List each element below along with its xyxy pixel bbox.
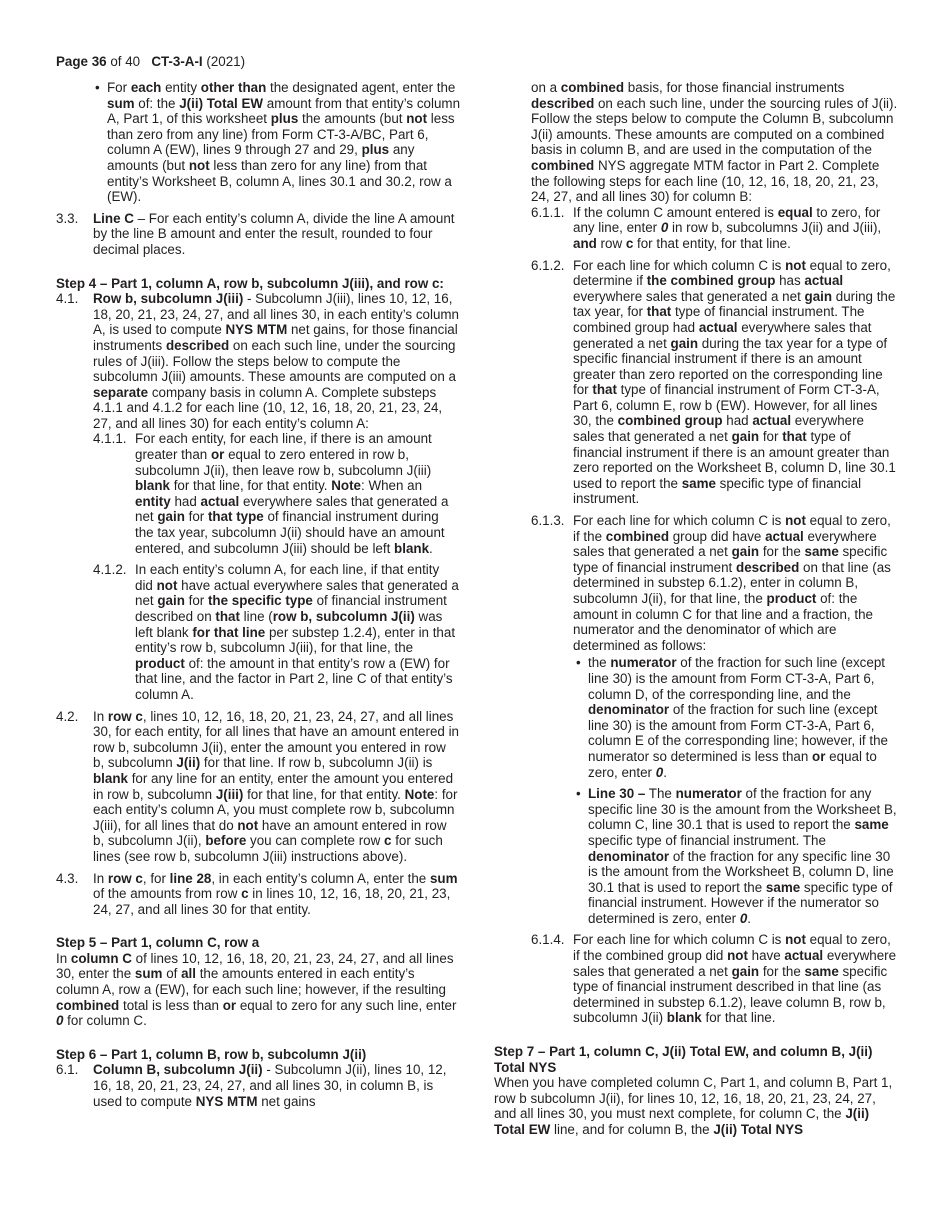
emphasis-text: not — [188, 157, 210, 173]
step-text — [93, 211, 460, 258]
step-number: 4.2. — [56, 708, 79, 724]
step-text — [93, 1062, 460, 1109]
emphasis-text: the specific type — [207, 593, 313, 609]
emphasis-text: combined — [605, 528, 670, 544]
body-text: for the — [759, 544, 805, 560]
body-text: for that entity, for that line. — [633, 235, 791, 251]
emphasis-text: product — [766, 591, 817, 606]
emphasis-text: J(ii) Total EW — [494, 1106, 870, 1137]
body-text: in row b, subcolumns J(ii) and J(iii), — [668, 220, 882, 236]
emphasis-text: denominator — [588, 848, 670, 864]
body-text: for column C. — [63, 1013, 147, 1029]
emphasis-text: row b, subcolumn J(ii) — [272, 609, 415, 624]
step-text — [573, 205, 898, 252]
body-text: of lines 10, 12, 16, 18, 20, 21, 23, 24, 27, and all lines 30, enter the — [56, 950, 454, 982]
body-text: of the amounts from row — [93, 886, 242, 902]
body-text: equal to zero, if the — [573, 513, 891, 544]
emphasis-text: numerator — [610, 655, 677, 671]
emphasis-text: each — [130, 80, 162, 95]
body-text: The — [645, 786, 676, 802]
body-text: less than zero from any line) from Form CT-3-A/BC, Part 6, column A (EW), lines 9 through 27 and 29, — [107, 111, 455, 158]
step-5-text — [56, 951, 460, 1029]
emphasis-text: separate — [93, 384, 149, 400]
body-text: , lines 10, 12, 16, 18, 20, 21, 23, 24, 27, and all lines 30, for each entity, for all lines that have an amount entered in row b, subcolumn J(ii), enter the amount you entered in row b, subcolumn — [93, 708, 459, 771]
body-text: - Subcolumn J(ii), lines 10, 12, 16, 18, 20, 21, 23, 24, 27, and all lines 30, in column B, is used to compute — [93, 1062, 447, 1109]
emphasis-text: and — [573, 235, 597, 251]
body-text: have an amount entered in row b, subcolumn J(ii), — [93, 817, 447, 849]
step-4-heading: Step 4 – Part 1, column A, row b, subcolumn J(iii), and row c: — [56, 275, 444, 291]
body-text: For each line for which column C is — [573, 932, 786, 948]
emphasis-text: gain — [157, 593, 185, 609]
body-text: type of financial instrument of Form CT-3-A, Part 6, column E, row b (EW). However, for all lines 30, the — [573, 382, 880, 429]
step-4-2 — [56, 709, 460, 865]
emphasis-text: same — [804, 544, 839, 560]
step-number: 4.3. — [56, 870, 79, 886]
step-3-3 — [56, 211, 460, 258]
bullet-other-entities — [92, 80, 460, 205]
page-number: Page 36 — [56, 54, 107, 69]
body-text: on a — [531, 80, 561, 95]
emphasis-text: gain — [731, 963, 760, 979]
body-text: of financial instrument described on — [135, 593, 447, 624]
emphasis-text: sum — [429, 870, 458, 886]
emphasis-text: J(ii) — [176, 755, 201, 771]
body-text: have — [747, 948, 785, 964]
body-text: to zero, for any line, enter — [573, 204, 881, 236]
step-4-1-1 — [93, 431, 460, 556]
step-text — [135, 562, 460, 702]
body-text: : When an — [361, 478, 423, 494]
body-text: type of financial instrument if there is an amount greater than zero reported on the Worksheet B, column D, line 30.1 used to report the — [573, 429, 896, 491]
emphasis-text: other than — [200, 80, 267, 95]
emphasis-text: actual — [698, 319, 738, 335]
body-text: . — [747, 910, 752, 926]
emphasis-text: same — [765, 879, 801, 895]
emphasis-text: J(ii) Total NYS — [713, 1122, 804, 1137]
emphasis-text: equal — [777, 204, 813, 220]
emphasis-text: gain — [731, 429, 760, 445]
emphasis-text: not — [156, 577, 178, 593]
emphasis-text: NYS MTM — [225, 322, 288, 338]
emphasis-text: product — [135, 655, 185, 671]
emphasis-text: described — [165, 337, 230, 353]
emphasis-text: c — [625, 235, 634, 251]
step-number: 4.1. — [56, 291, 79, 307]
body-text: of the fraction for any specific line 30 is the amount from the Worksheet B, column C, line 30.1 that is used to report the — [588, 786, 897, 833]
emphasis-text: not — [406, 111, 428, 127]
emphasis-text: Note — [331, 478, 362, 494]
step-number: 4.1.1. — [93, 431, 127, 447]
emphasis-text: that — [592, 382, 617, 398]
body-text: When you have completed column C, Part 1, and column B, Part 1, row b subcolumn J(ii), for lines 10, 12, 16, 18, 20, 21, 23, 24, 27, and all lines 30, you must next complete, for column C, the — [494, 1075, 893, 1122]
step-text — [93, 291, 460, 431]
emphasis-text: not — [785, 932, 806, 948]
emphasis-text: numerator — [675, 786, 742, 802]
body-text: – For each entity’s column A, divide the line A amount by the line B amount and enter the result, rounded to four decimal places. — [93, 210, 455, 257]
step-number: 6.1.4. — [531, 932, 565, 948]
body-text: line ( — [239, 609, 273, 624]
emphasis-text: J(ii) Total EW — [179, 95, 264, 111]
body-text: for that line, for that entity. — [169, 478, 332, 494]
body-text: has — [775, 273, 805, 289]
body-text: total is less than — [119, 997, 223, 1013]
body-text: row — [596, 235, 626, 251]
emphasis-text: blank — [666, 1010, 702, 1026]
emphasis-text: plus — [361, 142, 390, 158]
body-text: equal to zero, enter — [588, 748, 877, 780]
body-text: net gains, for those financial instruments — [93, 322, 458, 353]
emphasis-text: row c — [107, 870, 143, 886]
body-text: everywhere sales that generated a net — [573, 413, 864, 445]
page-total: of 40 — [106, 54, 141, 69]
step-6-1-3 — [531, 513, 898, 653]
body-text: less than zero for any line) from that entity’s Worksheet B, column A, lines 30.1 and 30.2, row a (EW). — [107, 157, 452, 205]
emphasis-text: actual — [752, 413, 792, 429]
bullet-line-30 — [573, 786, 898, 926]
emphasis-text: blank — [93, 770, 128, 786]
form-year: (2021) — [202, 54, 246, 69]
body-text: type of financial instrument. The combined group had — [573, 304, 865, 335]
step-4-1-2 — [93, 562, 460, 702]
emphasis-text: described — [531, 95, 595, 111]
emphasis-text: 0 — [56, 1013, 64, 1029]
body-text: the designated agent, enter the — [266, 80, 456, 95]
emphasis-text: not — [237, 817, 259, 833]
step-number: 3.3. — [56, 210, 79, 226]
body-text: line, and for column B, the — [550, 1122, 714, 1137]
body-text: specific type of financial instrument. — [573, 475, 862, 507]
body-text: for — [184, 509, 208, 525]
step-7-heading: Step 7 – Part 1, column C, J(ii) Total EW, and column B, J(ii) Total NYS — [494, 1044, 873, 1075]
emphasis-text: gain — [157, 509, 185, 525]
body-text: amount from that entity’s column A, Part 1, of this worksheet — [107, 95, 461, 127]
body-text: : for each entity’s column A, you must complete row b, subcolumn J(iii), for all lines that do — [93, 786, 458, 833]
body-text: NYS aggregate MTM factor in Part 2. Complete the following steps for each line (10, 12, 16, 18, 20, 21, 23, 24, 27, and all lines 30) for column B: — [531, 157, 880, 205]
form-number: CT-3-A-I — [151, 54, 203, 69]
body-text: basis, for those financial instruments — [624, 80, 845, 95]
body-text: per substep 1.2.4), enter in that entity’s row b, subcolumn J(iii), for that line, the — [135, 624, 456, 656]
body-text: everywhere sales that generated a net — [135, 493, 449, 525]
step-4-3 — [56, 871, 460, 918]
body-text: For each line for which column C is — [573, 257, 786, 273]
emphasis-text: sum — [107, 95, 135, 111]
emphasis-text: denominator — [588, 702, 670, 718]
step-4-1 — [56, 291, 460, 431]
body-text: In each entity’s column A, for each line, if that entity did — [135, 562, 440, 593]
body-text: on each such line, under the sourcing rules of J(ii). Follow the steps below to compute the Column B, subcolumn J(ii) amounts. These amounts are computed on a combined basis in column B, and are used in the computation of the — [531, 95, 898, 158]
body-text: . — [663, 764, 667, 780]
body-text: everywhere sales that generated a net — [573, 288, 805, 304]
emphasis-text: actual — [784, 948, 824, 964]
emphasis-text: or — [210, 447, 225, 463]
body-text: for any line for an entity, enter the amount you entered in row b, subcolumn — [93, 770, 454, 802]
body-text: have actual everywhere sales that generated a net — [135, 577, 459, 609]
body-text: for that line. — [701, 1010, 776, 1026]
body-text: of — [162, 966, 182, 982]
emphasis-text: that — [782, 429, 807, 445]
body-text: , in each entity’s column A, enter the — [211, 870, 430, 886]
emphasis-text: or — [812, 748, 826, 764]
emphasis-text: gain — [804, 288, 833, 304]
body-text: of the fraction for such line (except line 30) is the amount from Form CT-3-A, Part 6, column E of the corresponding line; however, if the numerator so determined is less than — [588, 702, 888, 764]
body-text: the amounts (but — [298, 111, 407, 127]
body-text: had — [722, 413, 753, 429]
right-column — [494, 80, 898, 1138]
body-text: specific type of financial instrument. However if the numerator so determined is zero, enter — [588, 879, 893, 926]
body-text: For — [107, 80, 131, 95]
body-text: of the fraction for such line (except line 30) is the amount from Form CT-3-A, Part 6, column D, of the corresponding line, and the — [588, 655, 885, 702]
body-text: had — [170, 493, 201, 509]
emphasis-text: Note — [404, 786, 435, 802]
body-text: the — [588, 655, 611, 671]
emphasis-text: c — [241, 886, 249, 902]
emphasis-text: described — [736, 559, 800, 575]
body-text: - Subcolumn J(iii), lines 10, 12, 16, 18, 20, 21, 23, 24, 27, and all lines 30, in each entity’s column A, is used to compute — [93, 291, 460, 338]
body-text: In — [56, 950, 71, 966]
emphasis-text: NYS MTM — [195, 1093, 258, 1109]
page-header — [56, 54, 245, 70]
body-text: everywhere sales that generated a net — [573, 948, 897, 979]
emphasis-text: 0 — [660, 220, 669, 236]
step-number: 4.1.2. — [93, 562, 127, 578]
emphasis-text: gain — [670, 335, 699, 351]
body-text: If the column C amount entered is — [573, 204, 778, 220]
body-text: For each line for which column C is — [573, 513, 786, 529]
emphasis-text: blank — [135, 478, 170, 494]
body-text: during the tax year, for — [573, 288, 896, 320]
body-text: equal to zero, determine if — [573, 257, 891, 289]
body-text: company basis in column A. Complete substeps 4.1.1 and 4.1.2 for each line (10, 12, 16, 18, 20, 21, 23, 24, 27, and all lines 30) for each entity’s column A: — [93, 384, 443, 431]
emphasis-text: not — [785, 257, 806, 273]
emphasis-text: sum — [134, 966, 163, 982]
emphasis-text: before — [205, 833, 247, 849]
emphasis-text: combined — [56, 997, 120, 1013]
step-text — [573, 513, 898, 653]
emphasis-text: 0 — [655, 764, 664, 780]
emphasis-text: gain — [731, 544, 760, 560]
body-text: of: the — [134, 95, 180, 111]
emphasis-text: for that line — [192, 624, 266, 640]
body-text: of: the amount in that entity’s row a (EW) for that line, and the factor in Part 2, line C of that entity’s column A. — [135, 655, 453, 702]
emphasis-text: blank — [394, 540, 430, 556]
body-text: specific type of financial instrument. The — [588, 832, 826, 848]
step-text — [135, 431, 460, 556]
emphasis-text: same — [854, 817, 889, 833]
body-text: equal to zero for any such line, enter — [236, 997, 457, 1013]
body-text: the amounts entered in each entity’s column A, row a (EW), for each such line; however, if the resulting — [56, 966, 446, 998]
step-7-text — [494, 1075, 898, 1137]
body-text: for that line, for that entity. — [243, 786, 405, 802]
body-text: on that line (as determined in substep 6.1.2), enter in column B, subcolumn J(ii), for that line, the — [573, 559, 891, 606]
body-text: for — [184, 593, 208, 609]
step-text — [573, 932, 898, 1026]
emphasis-text: combined group — [617, 413, 723, 429]
emphasis-text: Row b, subcolumn J(iii) — [93, 291, 244, 307]
body-text: equal to zero, if the combined group did — [573, 932, 891, 964]
body-text: any amounts (but — [107, 142, 415, 173]
step-number: 6.1.2. — [531, 257, 565, 273]
step-6-1 — [56, 1062, 460, 1109]
step-number: 6.1.3. — [531, 513, 565, 529]
emphasis-text: Line 30 – — [588, 786, 646, 802]
body-text: For each entity, for each line, if there is an amount greater than — [135, 431, 432, 463]
bullet-numerator — [573, 655, 898, 780]
emphasis-text: actual — [765, 528, 804, 544]
body-text: specific type of financial instrument — [573, 544, 888, 575]
step-text — [93, 871, 460, 918]
emphasis-text: J(iii) — [215, 786, 244, 802]
body-text: net gains — [257, 1093, 316, 1109]
step-6-1-4 — [531, 932, 898, 1026]
emphasis-text: same — [681, 475, 716, 491]
body-text: for the — [759, 963, 805, 979]
emphasis-text: the combined group — [646, 273, 776, 289]
body-text: for — [759, 429, 783, 445]
emphasis-text: or — [222, 997, 237, 1013]
body-text: in lines 10, 12, 16, 18, 20, 21, 23, 24, 27, and all lines 30 for that entity. — [93, 886, 451, 917]
body-text: during the tax year for a type of specific financial instrument if there is an amount greater than zero reported on the corresponding line for — [573, 335, 888, 398]
step-6-1-continued — [531, 80, 898, 205]
emphasis-text: row c — [107, 708, 143, 724]
body-text: everywhere sales that generated a net — [573, 319, 872, 351]
body-text: In — [93, 708, 108, 724]
body-text: entity — [161, 80, 201, 95]
step-number: 6.1.1. — [531, 204, 565, 220]
body-text: of financial instrument during the tax year, subcolumn J(ii) should have an amount entered, and subcolumn J(iii) should be left — [135, 509, 445, 556]
body-text: for that line. If row b, subcolumn J(ii) is — [200, 755, 433, 771]
body-text: , for — [142, 870, 170, 886]
emphasis-text: c — [384, 833, 392, 849]
emphasis-text: Line C — [93, 210, 134, 226]
emphasis-text: combined — [531, 157, 595, 173]
body-text: specific type of financial instrument described in that line (as determined in substep 6.1.2), leave column B, row b, subcolumn J(ii) — [573, 963, 888, 1026]
emphasis-text: not — [785, 513, 806, 529]
body-text: In — [93, 870, 108, 886]
emphasis-text: that — [215, 609, 240, 624]
body-text: group did have — [669, 528, 766, 544]
left-column — [56, 80, 460, 1109]
emphasis-text: Column B, subcolumn J(ii) — [93, 1062, 263, 1078]
step-text — [573, 258, 898, 508]
emphasis-text: combined — [560, 80, 625, 95]
step-number: 6.1. — [56, 1062, 79, 1078]
step-text — [93, 709, 460, 865]
body-text: . — [429, 540, 433, 556]
step-5-heading: Step 5 – Part 1, column C, row a — [56, 935, 260, 951]
emphasis-text: plus — [270, 111, 299, 127]
body-text: was left blank — [135, 609, 443, 640]
body-text: for such lines (see row b, subcolumn J(iii) instructions above). — [93, 833, 443, 864]
body-text: on each such line, under the sourcing rules of J(iii). Follow the steps below to compute the subcolumn J(iii) amounts. These amounts are computed on a — [93, 337, 456, 385]
step-6-heading: Step 6 – Part 1, column B, row b, subcolumn J(ii) — [56, 1046, 367, 1062]
emphasis-text: actual — [200, 493, 240, 509]
emphasis-text: line 28 — [169, 870, 212, 886]
emphasis-text: not — [727, 948, 748, 964]
body-text: everywhere sales that generated a net — [573, 528, 877, 560]
body-text: of: the amount in column C for that line and a fraction, the numerator and the denominator of which are determined as follows: — [573, 591, 873, 653]
body-text: of the fraction for any specific line 30 is the amount from the Worksheet B, column D, line 30.1 that is used to report the — [588, 848, 894, 895]
body-text: you can complete row — [246, 833, 385, 849]
emphasis-text: actual — [804, 273, 844, 289]
emphasis-text: column C — [70, 950, 132, 966]
emphasis-text: that — [646, 304, 672, 320]
step-6-1-1 — [531, 205, 898, 252]
emphasis-text: that type — [207, 509, 264, 525]
emphasis-text: same — [804, 963, 839, 979]
body-text: equal to zero entered in row b, subcolumn J(ii), then leave row b, subcolumn J(iii) — [135, 447, 432, 478]
step-6-1-2 — [531, 258, 898, 508]
emphasis-text: 0 — [739, 910, 748, 926]
emphasis-text: entity — [135, 493, 171, 509]
emphasis-text: all — [181, 966, 196, 982]
